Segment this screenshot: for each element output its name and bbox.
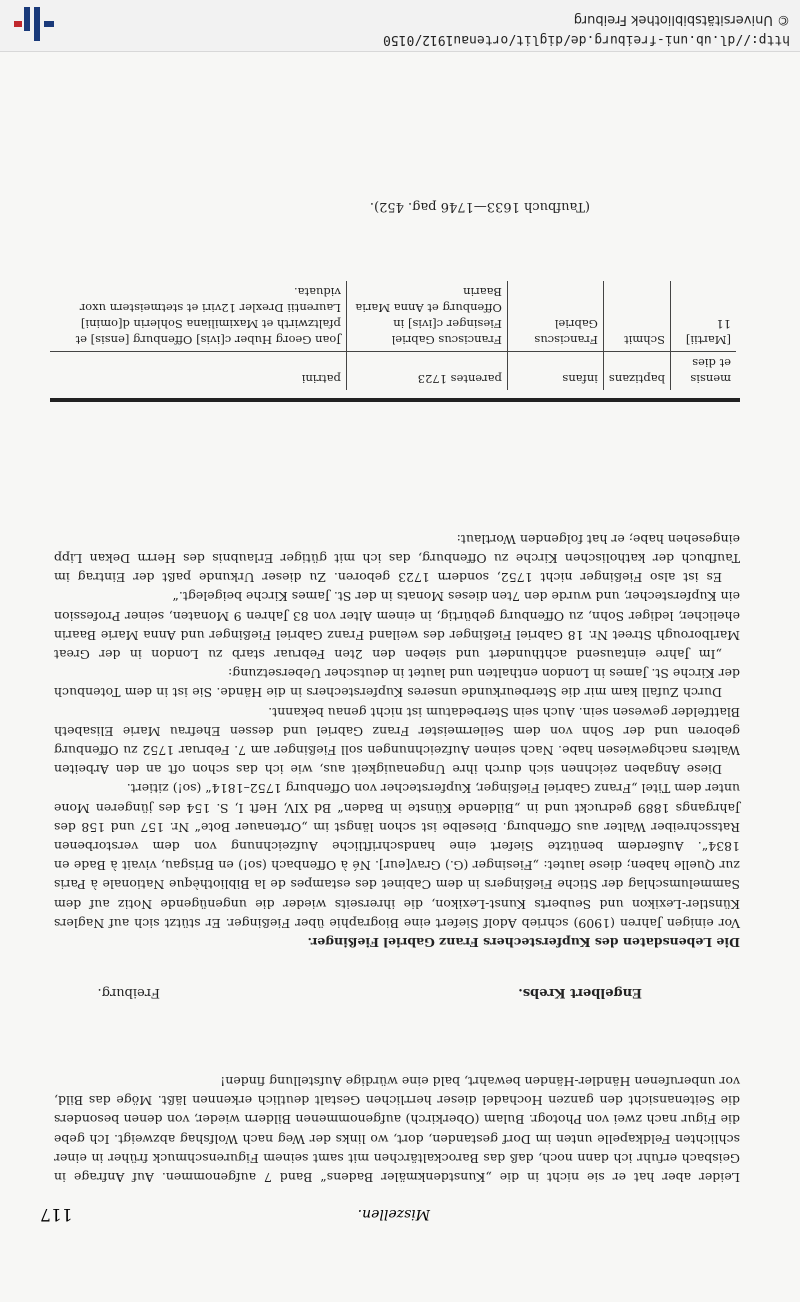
paragraph: Vor einigen Jahren (1909) schrieb Adolf Siefert eine Biographie über Fießinger. Er stützt sich auf Naglers Künstler-Lexikon und Seuberts Kunst-Lexikon, die ihrerseits wieder die ungenügende Notiz auf dem Sammelumschlag der Stiche Fießingers in dem Cabinet des estampes de la Bibliothèque Nationale à Paris zur Quelle haben; diese lautet: „Fiesinger (G.) Grav[eur]. Né à Offenbach (so!) en Brisgau, vivait à Bade en 1834“. Außerdem benützte Siefert eine handschriftliche Aufzeichnung von dem verstorbenen Ratsschreiber Walter aus Offenburg. Dieselbe ist schon längst im „Ortenauer Bote“ Nr. 157 und 158 des Jahrgangs 1889 gedruckt und in „Bildende Künste in Baden“ Bd XIV, Heft I, S. 154 des jüngeren Mone unter dem Titel „Franz Gabriel Fießinger, Kupferstecher von Offenburg 1752–1814“ (so!) zitiert. bbox=[54, 781, 740, 931]
viewer-header bbox=[0, 0, 800, 52]
scanned-page bbox=[0, 52, 800, 1302]
column-header: patrini bbox=[50, 352, 346, 391]
table-row bbox=[50, 281, 736, 352]
column-header: parentes 1723 bbox=[346, 352, 507, 391]
column-header: mensis et dies bbox=[690, 356, 731, 386]
page-number: 117 bbox=[40, 1204, 73, 1224]
table-header-row bbox=[50, 352, 736, 391]
table-cell: [Martii] 11 bbox=[685, 317, 731, 347]
table-cell: Schmit bbox=[603, 281, 670, 352]
paragraph: Diese Angaben zeichnen sich durch ihre Ungenauigkeit aus, wie ich das schon oft an den Arbeiten Walters nachgewiesen habe. Nach seinen Aufzeichnungen soll Fießinger am 7. Februar 1752 zu Offenburg geboren und der Sohn von dem Seilermeister Franz Gabriel und dessen Ehefrau Marie Elisabeth Blattfelder gewesen sein. Auch sein Sterbedatum ist nicht genau bekannt. bbox=[54, 704, 740, 778]
running-head: Miszellen. bbox=[357, 1206, 430, 1222]
table-cell: Franciscus Gabriel bbox=[507, 281, 603, 352]
signature-place: Freiburg. bbox=[97, 985, 160, 1000]
article-body bbox=[54, 530, 740, 952]
column-header: infans bbox=[507, 352, 603, 391]
table-cell: Franciscus Gabriel Fiesinger c[ivis] in Offenburg et Anna Maria Baarin bbox=[346, 281, 507, 352]
register-source: (Taufbuch 1633—1746 pag. 452). bbox=[369, 199, 590, 214]
baptism-register-table bbox=[50, 281, 736, 390]
page-header bbox=[0, 1200, 800, 1224]
top-paragraph-block bbox=[54, 1072, 740, 1187]
signature-name: Engelbert Krebs. bbox=[518, 985, 642, 1000]
paragraph: Es ist also Fießinger nicht 1752, sondern 1723 geboren. Zu dieser Urkunde paßt der Eintrag im Taufbuch der katholischen Kirche zu Offenburg, das ich mit gütiger Erlaubnis des Herrn Dekan Lipp eingesehen habe; er hat folgenden Wortlaut: bbox=[54, 531, 740, 586]
paragraph: „Im Jahre eintausend achthundert und sieben den 2ten Februar starb zu London in der Great Marlborough Street Nr. 18 Gabriel Fießinger des weiland Franz Gabriel Fießinger und Anna Marie Baarin ehelicher, lediger Sohn, zu Offenburg gebürtig, in einem Alter von 83 Jahren 9 Monaten, seiner Profession ein Kupferstecher, und wurde den 7ten dieses Monats in der St. James Kirche beigelegt.“ bbox=[54, 589, 740, 662]
table-cell: Joan Georg Huber c[ivis] Offenburg [ensis] et pfaltzwirth et Maximiliana Sohlerin d[omini] Laurentii Drexler 12viri et stetmeistern uxor viduata. bbox=[50, 281, 346, 352]
university-logo-icon bbox=[14, 7, 54, 41]
page-url[interactable]: http://dl.ub.uni-freiburg.de/diglit/ortenau1912/0150 bbox=[383, 32, 790, 47]
copyright-notice: © Universitätsbibliothek Freiburg bbox=[573, 12, 790, 27]
article-title: Die Lebensdaten des Kupferstechers Franz Gabriel Fießinger. bbox=[307, 935, 740, 950]
paragraph: Durch Zufall kam mir die Sterbeurkunde unseres Kupferstechers in die Hände. Sie ist in dem Totenbuch der Kirche St. James in London enthalten und lautet in deutscher Uebersetzung: bbox=[54, 666, 740, 701]
table-rule bbox=[50, 398, 740, 402]
paragraph: Leider aber hat er sie nicht in die „Kunstdenkmäler Badens“ Band 7 aufgenommen. Auf Anfrage in Geisbach erfuhr ich dann noch, daß das Barockaltärchen mit samt seinem Figurenschmuck früher in einer schlichten Feldkapelle unten im Dorf gestanden, dort, wo links der Weg nach Wolfshag abzweigt. Ich gebe die Figur nach zwei von Photogr. Bulam (Oberkirch) aufgenommenen Bildern wieder, von denen besonders die Seitenansicht den ganzen Hochadel dieser herrlichen Gestalt deutlich erkennen läßt. Möge das Bild, vor unberufenen Händler-Händen bewahrt, bald eine würdige Aufstellung finden! bbox=[54, 1073, 740, 1185]
column-header: baptizans bbox=[603, 352, 670, 391]
